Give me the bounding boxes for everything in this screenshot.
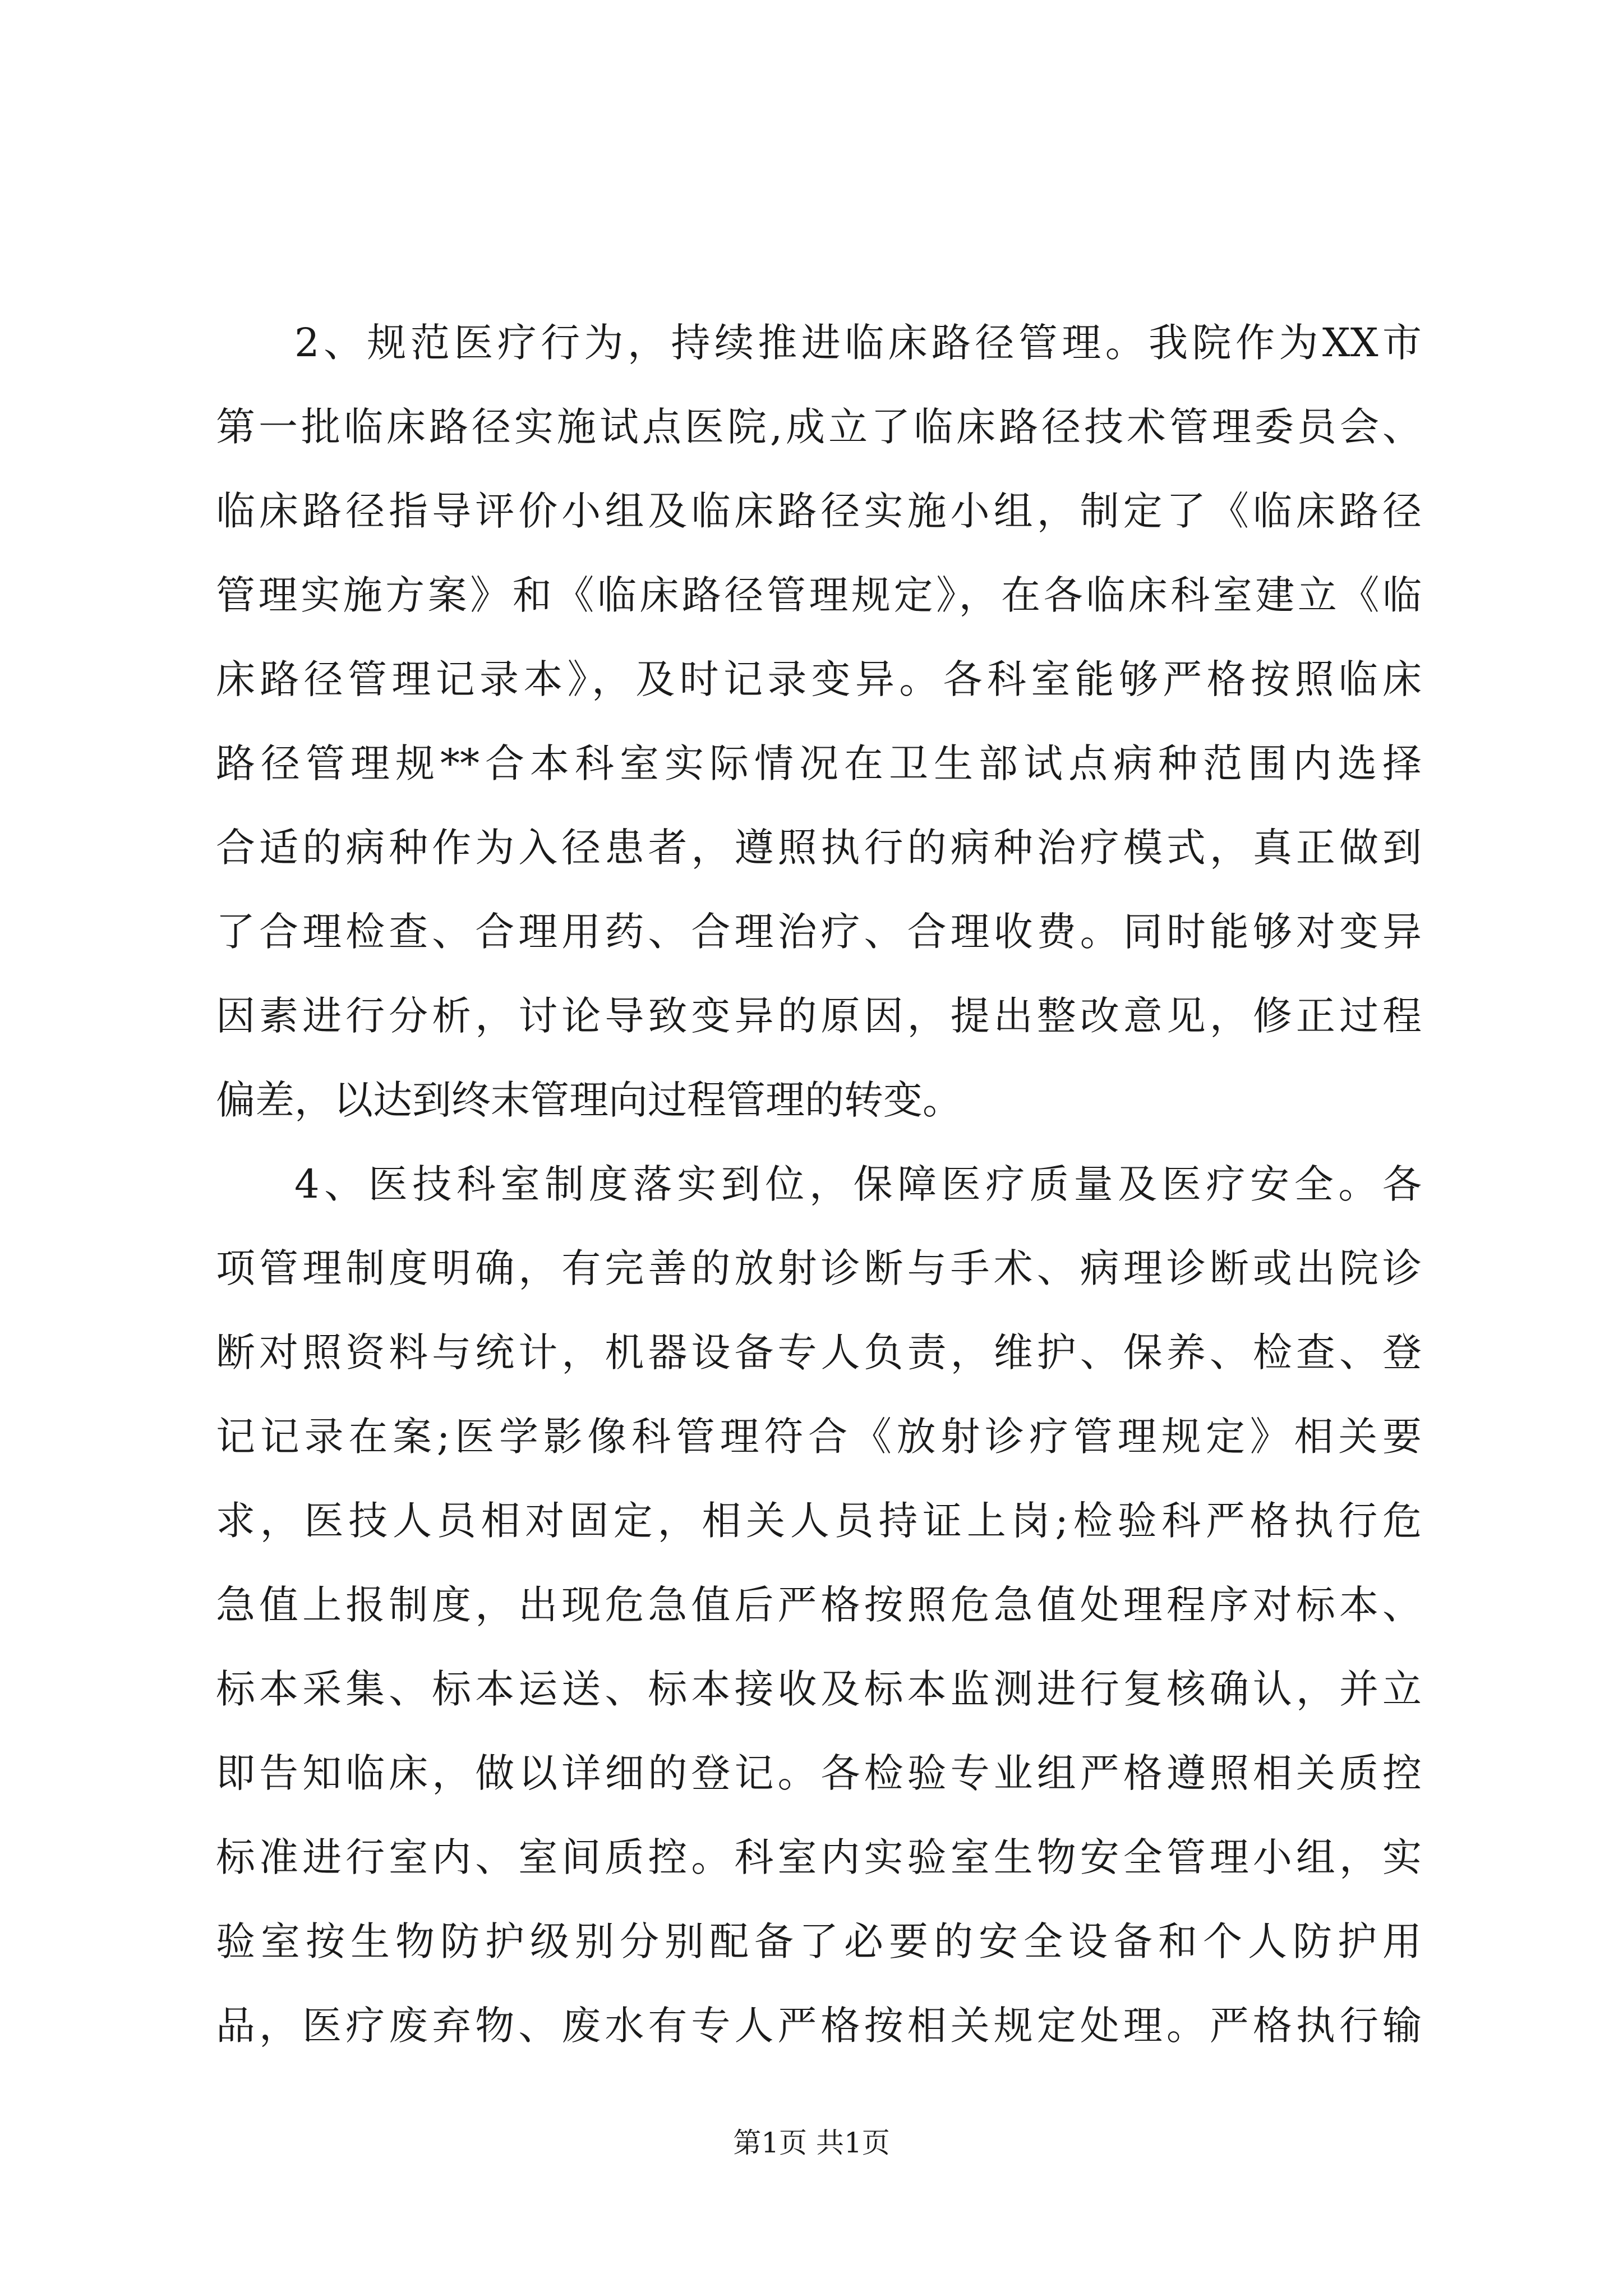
paragraph-2-line-8: 即告知临床，做以详细的登记。各检验专业组严格遵照相关质控 — [216, 1750, 1422, 1796]
paragraph-2-line-4: 记记录在案;医学影像科管理符合《放射诊疗管理规定》相关要 — [216, 1414, 1422, 1460]
paragraph-1-line-2: 第一批临床路径实施试点医院,成立了临床路径技术管理委员会、 — [216, 404, 1422, 450]
page-footer — [0, 2123, 1623, 2162]
paragraph-2-line-2: 项管理制度明确，有完善的放射诊断与手术、病理诊断或出院诊 — [216, 1245, 1422, 1291]
paragraph-1-line-5: 床路径管理记录本》，及时记录变异。各科室能够严格按照临床 — [216, 656, 1422, 702]
paragraph-1-line-6: 路径管理规**合本科室实际情况在卫生部试点病种范围内选择 — [216, 740, 1422, 786]
paragraph-2-line-11: 品，医疗废弃物、废水有专人严格按相关规定处理。严格执行输 — [216, 2003, 1422, 2049]
paragraph-2-line-6: 急值上报制度，出现危急值后严格按照危急值处理程序对标本、 — [216, 1582, 1422, 1628]
paragraph-1-line-7: 合适的病种作为入径患者，遵照执行的病种治疗模式，真正做到 — [216, 825, 1422, 871]
paragraph-2-line-3: 断对照资料与统计，机器设备专人负责，维护、保养、检查、登 — [216, 1329, 1422, 1375]
paragraph-2-line-7: 标本采集、标本运送、标本接收及标本监测进行复核确认，并立 — [216, 1666, 1422, 1712]
paragraph-2-line-5: 求，医技人员相对固定，相关人员持证上岗;检验科严格执行危 — [216, 1498, 1422, 1544]
paragraph-1-line-10: 偏差，以达到终末管理向过程管理的转变。 — [216, 1077, 962, 1123]
paragraph-2-line-10: 验室按生物防护级别分别配备了必要的安全设备和个人防护用 — [216, 1918, 1422, 1964]
paragraph-1-line-1: 2、规范医疗行为，持续推进临床路径管理。我院作为XX市 — [294, 320, 1422, 366]
paragraph-1-line-9: 因素进行分析，讨论导致变异的原因，提出整改意见，修正过程 — [216, 993, 1422, 1039]
paragraph-1-line-4: 管理实施方案》和《临床路径管理规定》，在各临床科室建立《临 — [216, 572, 1422, 618]
page-number-label: 第1页 共1页 — [733, 2127, 890, 2159]
paragraph-2-line-1: 4、医技科室制度落实到位，保障医疗质量及医疗安全。各 — [294, 1161, 1422, 1207]
document-body — [216, 301, 1422, 2068]
paragraph-1-line-8: 了合理检查、合理用药、合理治疗、合理收费。同时能够对变异 — [216, 909, 1422, 955]
paragraph-1-line-3: 临床路径指导评价小组及临床路径实施小组，制定了《临床路径 — [216, 488, 1422, 534]
paragraph-2-line-9: 标准进行室内、室间质控。科室内实验室生物安全管理小组，实 — [216, 1834, 1422, 1880]
